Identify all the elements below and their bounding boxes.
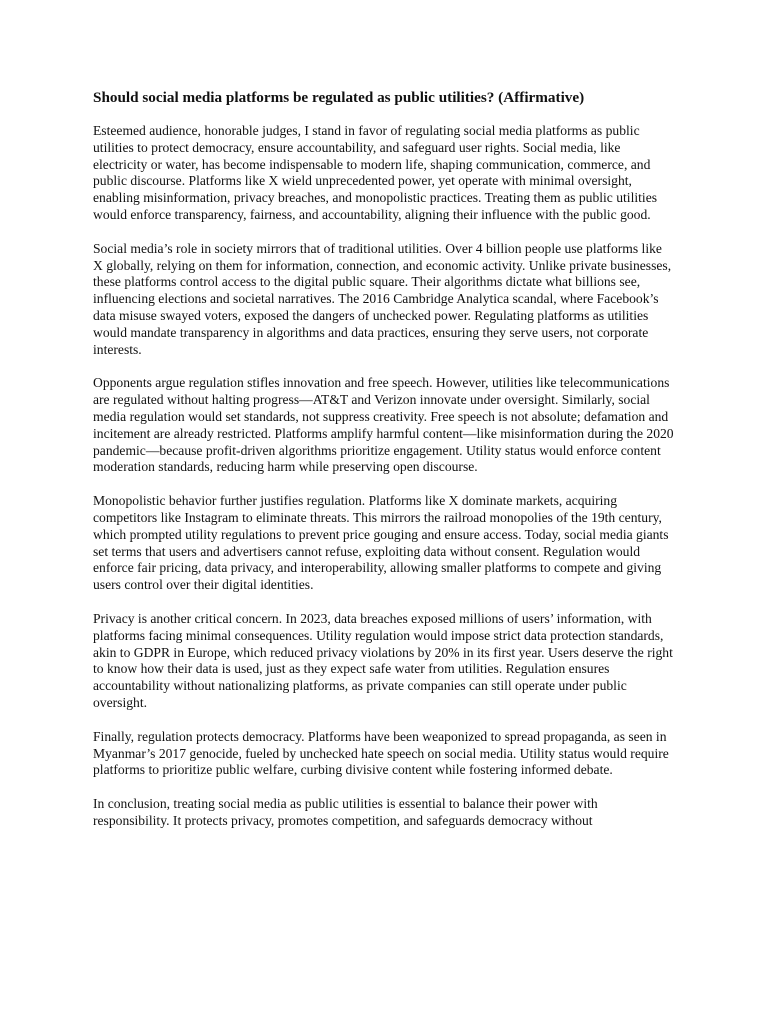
paragraph-intro: Esteemed audience, honorable judges, I stand in favor of regulating social media platforms as public utilities to protect democracy, ensure accountability, and safeguard user rights. Social media, like electricity or water, has become indispensable to modern life, shaping communication, commerce, and public discourse. Platforms like X wield unprecedented power, yet operate with minimal oversight, enabling misinformation, privacy breaches, and monopolistic practices. Treating them as public utilities would enforce transparency, fairness, and accountability, aligning their influence with the public good. — [93, 123, 658, 222]
document-page — [93, 88, 675, 847]
paragraph-innovation: Opponents argue regulation stifles innovation and free speech. However, utilities like telecommunications are regulated without halting progress—AT&T and Verizon innovate under oversight. Similarly, social media regulation would set standards, not suppress creativity. Free speech is not absolute; defamation and incitement are already restricted. Platforms amplify harmful content—like misinformation during the 2020 pandemic—because profit-driven algorithms prioritize engagement. Utility status would enforce content moderation standards, reducing harm while preserving open discourse. — [93, 375, 674, 475]
document-title: Should social media platforms be regulated as public utilities? (Affirmative) — [93, 89, 585, 106]
paragraph-privacy: Privacy is another critical concern. In 2023, data breaches exposed millions of users’ information, with platforms facing minimal consequences. Utility regulation would impose strict data protection standards, akin to GDPR in Europe, which reduced privacy violations by 20% in its first year. Users deserve the right to know how their data is used, just as they expect safe water from utilities. Regulation ensures accountability without nationalizing platforms, as private companies can still operate under public oversight. — [93, 610, 673, 710]
paragraph-democracy: Finally, regulation protects democracy. Platforms have been weaponized to spread propaganda, as seen in Myanmar’s 2017 genocide, fueled by unchecked hate speech on social media. Utility status would require platforms to prioritize public welfare, curbing divisive content while fostering informed debate. — [93, 728, 669, 778]
paragraph-monopoly: Monopolistic behavior further justifies regulation. Platforms like X dominate markets, acquiring competitors like Instagram to eliminate threats. This mirrors the railroad monopolies of the 19th century, which prompted utility regulations to prevent price gouging and ensure access. Today, social media giants set terms that users and advertisers cannot refuse, exploiting data without consent. Regulation would enforce fair pricing, data privacy, and interoperability, allowing smaller platforms to compete and giving users control over their digital identities. — [93, 493, 669, 593]
paragraph-conclusion: In conclusion, treating social media as public utilities is essential to balance their power with responsibility. It protects privacy, promotes competition, and safeguards democracy without — [93, 796, 598, 828]
paragraph-utility-role: Social media’s role in society mirrors that of traditional utilities. Over 4 billion people use platforms like X globally, relying on them for information, connection, and economic activity. Unlike private businesses, these platforms control access to the digital public square. Their algorithms dictate what billions see, influencing elections and societal narratives. The 2016 Cambridge Analytica scandal, where Facebook’s data misuse swayed voters, exposed the dangers of unchecked power. Regulating platforms as utilities would mandate transparency in algorithms and data practices, ensuring they serve users, not corporate interests. — [93, 240, 672, 357]
